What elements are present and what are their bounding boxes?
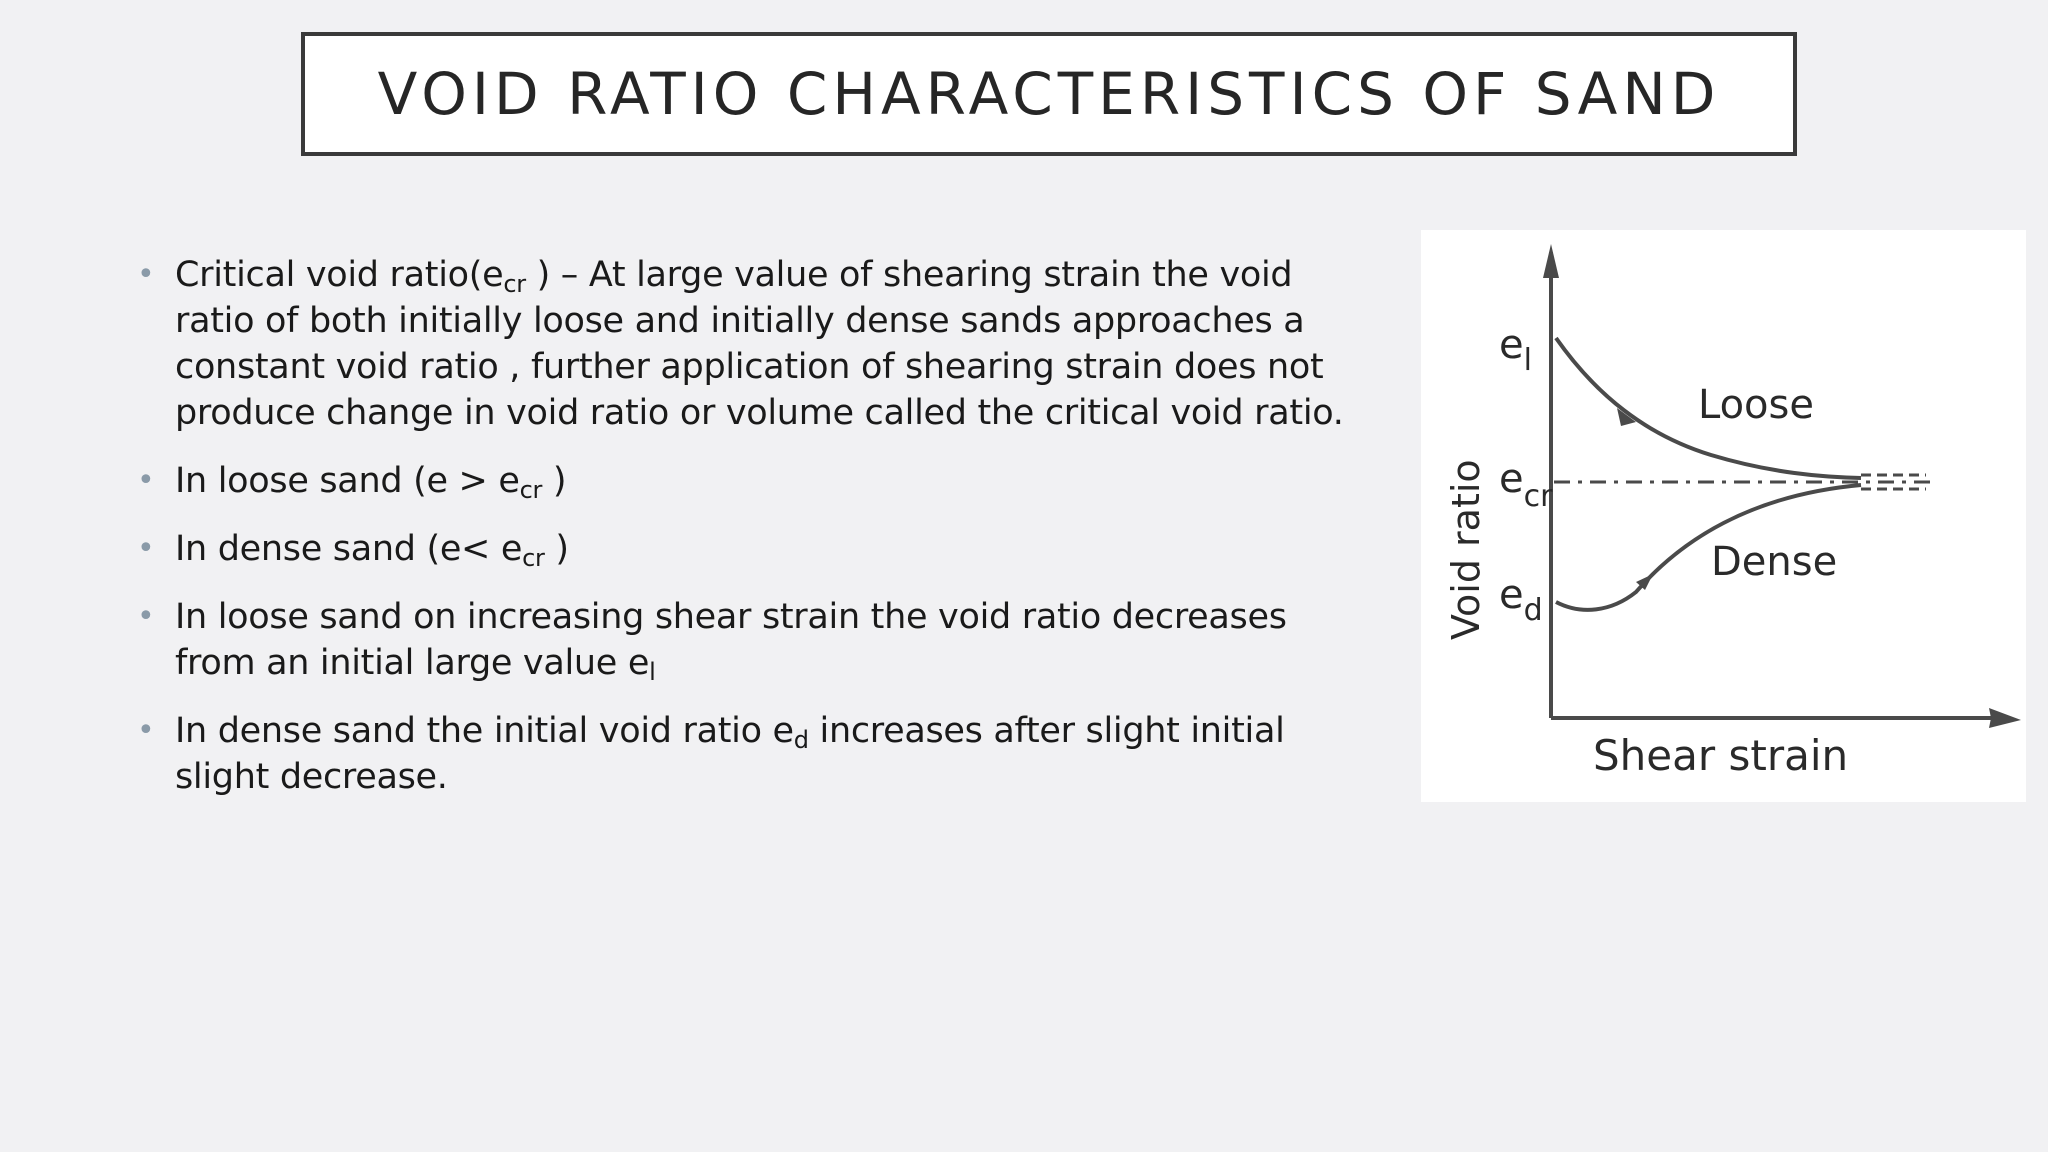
void-ratio-figure: [1421, 230, 2026, 802]
e-l-label: $e_l$: [1499, 322, 1532, 378]
bullet-dot-icon: •: [137, 257, 155, 292]
bullet-item: [135, 252, 1375, 436]
bullet-item: [135, 526, 1375, 572]
bullet-text-post: ): [544, 529, 569, 569]
dense-label: Dense: [1711, 539, 1838, 585]
bullet-dot-icon: •: [137, 531, 155, 566]
bullet-subscript: cr: [519, 476, 543, 504]
loose-label: Loose: [1698, 382, 1814, 428]
x-axis-arrow-icon: [1989, 708, 2021, 728]
y-axis-arrow-icon: [1543, 244, 1559, 278]
y-axis-title: Void ratio: [1444, 459, 1488, 640]
e-cr-label: $e_{cr}$: [1499, 456, 1553, 514]
e-d-label: $e_d$: [1499, 572, 1543, 628]
bullet-subscript: cr: [503, 270, 526, 298]
bullet-list: [135, 252, 1375, 822]
void-ratio-diagram: [1421, 230, 2026, 802]
title-box: [301, 32, 1797, 156]
bullet-text-post: ) – At large value of shearing strain the void ratio of both initially loose and initially dense sands approaches a constant void ratio , further application of shearing strain does not produce change in void ratio or volume called the critical void ratio.: [175, 255, 1344, 433]
bullet-text-pre: In loose sand (e > e: [175, 461, 520, 501]
bullet-dot-icon: •: [137, 599, 155, 634]
bullet-item: [135, 458, 1375, 504]
bullet-text-post: ): [542, 461, 567, 501]
bullet-text-pre: Critical void ratio(e: [175, 255, 504, 295]
bullet-text-pre: In loose sand on increasing shear strain the void ratio decreases from an initial large value e: [175, 597, 1287, 683]
bullet-text-pre: In dense sand (e< e: [175, 529, 523, 569]
x-axis-title: Shear strain: [1593, 731, 1849, 780]
bullet-item: [135, 708, 1375, 800]
bullet-item: [135, 594, 1375, 686]
bullet-subscript: d: [793, 726, 809, 754]
bullet-dot-icon: •: [137, 463, 155, 498]
bullet-subscript: cr: [522, 544, 545, 572]
bullet-text-pre: In dense sand the initial void ratio e: [175, 711, 794, 751]
bullet-subscript: l: [649, 658, 656, 686]
bullet-dot-icon: •: [137, 713, 155, 748]
bullet-text-post: increases after slight initial slight decrease.: [175, 711, 1285, 797]
slide-title: VOID RATIO CHARACTERISTICS OF SAND: [377, 60, 1721, 128]
